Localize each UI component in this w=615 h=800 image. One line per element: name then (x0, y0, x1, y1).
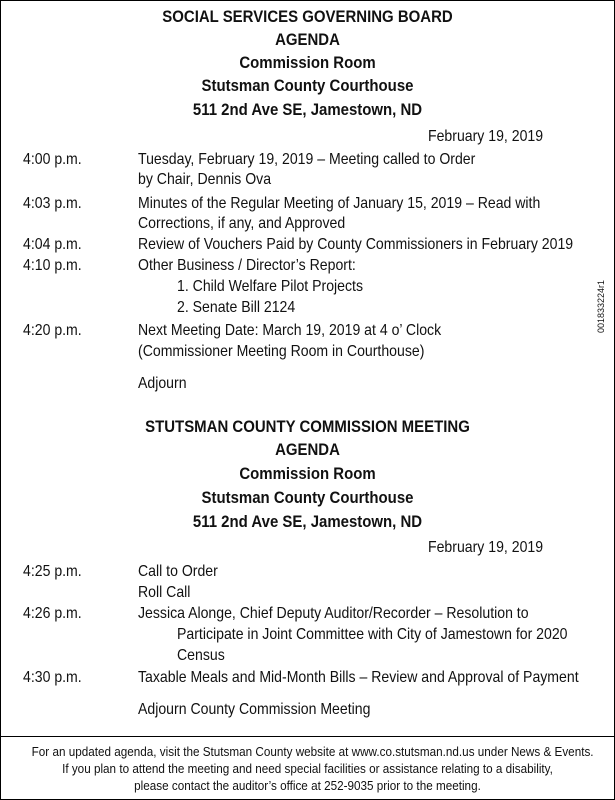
commission-room: Commission Room (239, 464, 376, 483)
board-item-time: 4:03 p.m. (23, 195, 82, 212)
board-item-line: by Chair, Dennis Ova (138, 171, 272, 188)
board-item-line: Review of Vouchers Paid by County Commissioners in February 2019 (138, 236, 574, 253)
board-item-line: Other Business / Director’s Report: (138, 257, 356, 274)
board-item-time: 4:20 p.m. (23, 322, 82, 339)
footer-line: For an updated agenda, visit the Stutsman County website at www.co.stutsman.nd.us under News & Events. (31, 744, 594, 759)
commission-item-line: Census (177, 647, 225, 664)
board-item-line: (Commissioner Meeting Room in Courthouse) (138, 343, 425, 360)
commission-item-line: Jessica Alonge, Chief Deputy Auditor/Recorder – Resolution to (138, 605, 529, 622)
board-subitem: 2. Senate Bill 2124 (177, 299, 296, 316)
board-item-time: 4:10 p.m. (23, 257, 82, 274)
footer-divider (1, 736, 614, 737)
commission-item-time: 4:30 p.m. (23, 669, 82, 686)
board-agenda-heading: AGENDA (275, 30, 340, 49)
commission-title: STUTSMAN COUNTY COMMISSION MEETING (145, 417, 470, 436)
commission-address: 511 2nd Ave SE, Jamestown, ND (192, 512, 423, 531)
commission-item-line: Call to Order (138, 563, 218, 580)
commission-item-time: 4:25 p.m. (23, 563, 82, 580)
commission-venue: Stutsman County Courthouse (201, 488, 414, 507)
board-item-line: Tuesday, February 19, 2019 – Meeting called to Order (138, 151, 476, 168)
board-adjourn: Adjourn (138, 375, 187, 392)
commission-item-line: Participate in Joint Committee with City of Jamestown for 2020 (177, 626, 568, 643)
board-title: SOCIAL SERVICES GOVERNING BOARD (162, 7, 453, 26)
board-item-line: Next Meeting Date: March 19, 2019 at 4 o’ Clock (138, 322, 442, 339)
board-item-line: Corrections, if any, and Approved (138, 215, 346, 232)
board-subitem: 1. Child Welfare Pilot Projects (177, 278, 363, 295)
board-venue: Stutsman County Courthouse (201, 76, 414, 95)
board-item-line: Minutes of the Regular Meeting of January 15, 2019 – Read with (138, 195, 541, 212)
ad-code: 001833224r1 (596, 279, 606, 333)
footer-line: please contact the auditor’s office at 252-9035 prior to the meeting. (134, 778, 481, 793)
commission-item-line: Roll Call (138, 584, 191, 601)
commission-agenda-heading: AGENDA (275, 440, 340, 459)
commission-item-time: 4:26 p.m. (23, 605, 82, 622)
board-item-time: 4:04 p.m. (23, 236, 82, 253)
board-address: 511 2nd Ave SE, Jamestown, ND (192, 100, 423, 119)
footer-line: If you plan to attend the meeting and need special facilities or assistance relating to a disability, (62, 761, 553, 776)
board-date: February 19, 2019 (428, 128, 544, 145)
board-item-time: 4:00 p.m. (23, 151, 82, 168)
commission-adjourn: Adjourn County Commission Meeting (138, 701, 371, 718)
commission-item-line: Taxable Meals and Mid-Month Bills – Review and Approval of Payment (138, 669, 579, 686)
board-room: Commission Room (239, 53, 376, 72)
commission-date: February 19, 2019 (428, 539, 544, 556)
